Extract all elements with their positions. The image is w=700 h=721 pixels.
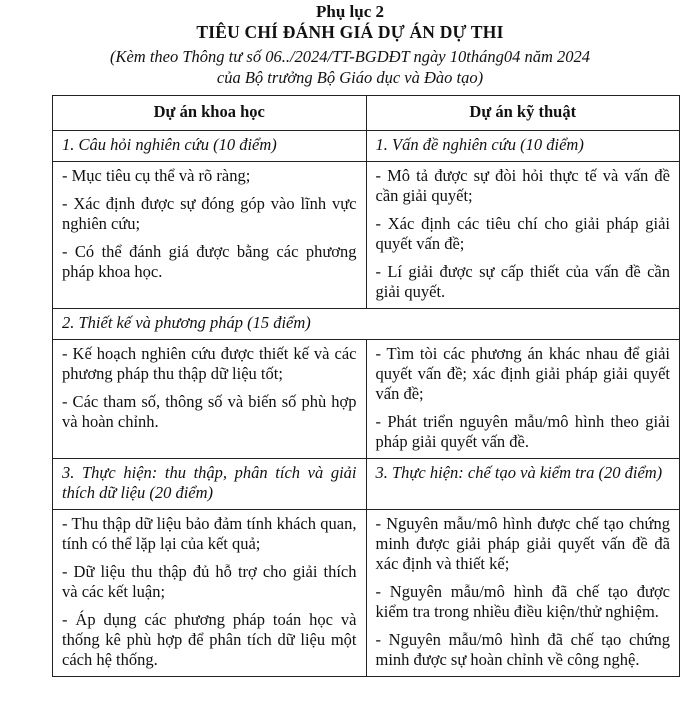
section-2-title: 2. Thiết kế và phương pháp (15 điểm) <box>53 309 680 340</box>
document-header <box>0 0 700 88</box>
section-3-right-items <box>366 510 680 677</box>
section-3-right-title: 3. Thực hiện: chế tạo và kiểm tra (20 điểm) <box>366 459 680 510</box>
section-title-row <box>53 309 680 340</box>
section-1-right-items <box>366 162 680 309</box>
list-item: - Xác định được sự đóng góp vào lĩnh vực nghiên cứu; <box>62 194 357 233</box>
list-item: - Phát triển nguyên mẫu/mô hình theo giải pháp giải quyết vấn đề. <box>375 412 670 451</box>
column-header-science: Dự án khoa học <box>53 96 367 131</box>
section-items-row <box>53 162 680 309</box>
section-title-row <box>53 131 680 162</box>
list-item: - Tìm tòi các phương án khác nhau để giải quyết vấn đề; xác định giải pháp giải quyết vấn đề; <box>375 344 670 403</box>
section-1-left-title: 1. Câu hỏi nghiên cứu (10 điểm) <box>53 131 367 162</box>
table-header-row <box>53 96 680 131</box>
list-item: - Nguyên mẫu/mô hình đã chế tạo được kiểm tra trong nhiều điều kiện/thử nghiệm. <box>375 582 670 621</box>
list-item: - Các tham số, thông số và biến số phù hợp và hoàn chỉnh. <box>62 392 357 431</box>
list-item: - Mục tiêu cụ thể và rõ ràng; <box>62 166 251 185</box>
subtitle-line-2: của Bộ trưởng Bộ Giáo dục và Đào tạo) <box>216 68 484 87</box>
list-item: - Mô tả được sự đòi hỏi thực tế và vấn đề cần giải quyết; <box>375 166 670 205</box>
section-1-right-title: 1. Vấn đề nghiên cứu (10 điểm) <box>366 131 680 162</box>
list-item: - Thu thập dữ liệu bảo đảm tính khách quan, tính có thể lặp lại của kết quả; <box>62 514 357 553</box>
list-item: - Nguyên mẫu/mô hình đã chế tạo chứng minh được sự hoàn chỉnh về công nghệ. <box>375 630 670 669</box>
criteria-table <box>52 95 680 677</box>
list-item: - Áp dụng các phương pháp toán học và thống kê phù hợp để phân tích dữ liệu một cách hệ thống. <box>62 610 357 669</box>
list-item: - Xác định các tiêu chí cho giải pháp giải quyết vấn đề; <box>375 214 670 253</box>
section-items-row <box>53 340 680 459</box>
section-3-left-title: 3. Thực hiện: thu thập, phân tích và giải thích dữ liệu (20 điểm) <box>53 459 367 510</box>
appendix-label: Phụ lục 2 <box>315 2 385 21</box>
section-2-right-items <box>366 340 680 459</box>
section-3-left-items <box>53 510 367 677</box>
section-title-row <box>53 459 680 510</box>
section-2-left-items <box>53 340 367 459</box>
section-items-row <box>53 510 680 677</box>
section-1-left-items <box>53 162 367 309</box>
column-header-technical: Dự án kỹ thuật <box>366 96 680 131</box>
list-item: - Nguyên mẫu/mô hình được chế tạo chứng minh được giải pháp giải quyết vấn đề đã xác định và thiết kế; <box>375 514 670 573</box>
list-item: - Kế hoạch nghiên cứu được thiết kế và các phương pháp thu thập dữ liệu tốt; <box>62 344 357 383</box>
document-title: TIÊU CHÍ ĐÁNH GIÁ DỰ ÁN DỰ THI <box>196 22 504 42</box>
list-item: - Có thể đánh giá được bằng các phương pháp khoa học. <box>62 242 357 281</box>
list-item: - Lí giải được sự cấp thiết của vấn đề cần giải quyết. <box>375 262 670 301</box>
subtitle-line-1: (Kèm theo Thông tư số 06../2024/TT-BGDĐT ngày 10tháng04 năm 2024 <box>109 47 591 66</box>
list-item: - Dữ liệu thu thập đủ hỗ trợ cho giải thích và các kết luận; <box>62 562 357 601</box>
